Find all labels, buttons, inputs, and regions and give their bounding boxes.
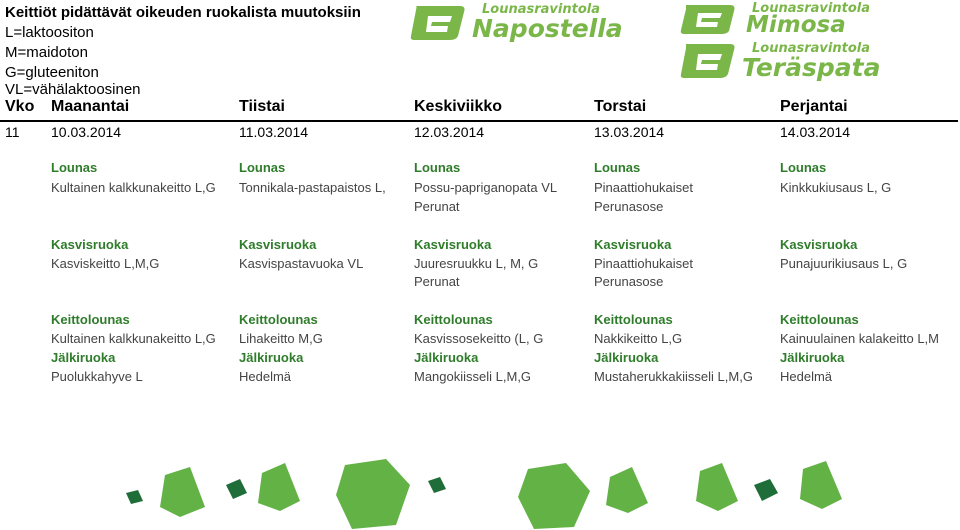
napostella-logo (410, 2, 660, 46)
napostella-emblem-icon (410, 2, 468, 42)
teraspata-logo-top: Lounasravintola (752, 41, 870, 56)
col-monday: Maanantai (51, 98, 130, 115)
vegetarian-dish: Kasviskeitto L,M,G (51, 256, 160, 271)
leaf-icon (696, 463, 738, 511)
soup-lunch-dish: Kainuulainen kalakeitto L,M (780, 331, 939, 346)
col-week: Vko (5, 98, 35, 115)
col-wednesday: Keskiviikko (414, 98, 503, 115)
mimosa-emblem-icon (680, 2, 738, 36)
leaf-icon (336, 459, 410, 529)
lunch-side: Perunasose (594, 199, 664, 214)
leaf-icon (428, 477, 446, 493)
soup-lunch-dish: Nakkikeitto L,G (594, 331, 683, 346)
dessert-dish: Puolukkahyve L (51, 369, 143, 384)
lunch-dish: Tonnikala-pastapaistos L, (239, 180, 386, 195)
decorative-leaves (0, 455, 960, 530)
header-divider (0, 120, 958, 122)
leaf-icon (126, 490, 143, 504)
dessert-dish: Hedelmä (780, 369, 833, 384)
lunch-dish: Pinaattiohukaiset (594, 180, 694, 195)
vegetarian-dish: Punajuurikiusaus L, G (780, 256, 908, 271)
vegetarian-label: Kasvisruoka (51, 237, 129, 252)
dessert-label: Jälkiruoka (594, 350, 659, 365)
dessert-label: Jälkiruoka (780, 350, 845, 365)
vegetarian-dish: Juuresruukku L, M, G (414, 256, 539, 271)
vegetarian-dish: Pinaattiohukaiset (594, 256, 694, 271)
vegetarian-side: Perunat (414, 274, 460, 289)
date-tuesday: 11.03.2014 (239, 124, 309, 140)
dessert-label: Jälkiruoka (239, 350, 304, 365)
legend-dairy-free: M=maidoton (5, 44, 88, 61)
lunch-label: Lounas (414, 160, 461, 175)
soup-lunch-dish: Kasvissosekeitto (L, G (414, 331, 544, 346)
soup-lunch-label: Keittolounas (239, 312, 318, 327)
dessert-label: Jälkiruoka (51, 350, 116, 365)
leaf-icon (226, 479, 247, 499)
leaf-icon (606, 467, 648, 513)
teraspata-emblem-icon (680, 40, 738, 80)
soup-lunch-label: Keittolounas (780, 312, 859, 327)
soup-lunch-label: Keittolounas (414, 312, 493, 327)
week-number: 11 (5, 124, 20, 140)
leaf-icon (754, 479, 778, 501)
lunch-dish: Possu-papriganopata VL (414, 180, 558, 195)
soup-lunch-dish: Kultainen kalkkunakeitto L,G (51, 331, 216, 346)
date-friday: 14.03.2014 (780, 124, 851, 140)
soup-lunch-label: Keittolounas (594, 312, 673, 327)
teraspata-logo-name: Teräspata (742, 53, 881, 82)
mimosa-logo (680, 2, 950, 38)
vegetarian-label: Kasvisruoka (780, 237, 858, 252)
soup-lunch-dish: Lihakeitto M,G (239, 331, 323, 346)
legend-low-lactose: VL=vähälaktoosinen (5, 81, 141, 98)
leaf-icon (258, 463, 300, 511)
date-wednesday: 12.03.2014 (414, 124, 485, 140)
lunch-dish: Kultainen kalkkunakeitto L,G (51, 180, 216, 195)
leaf-icon (160, 467, 205, 517)
napostella-logo-top: Lounasravintola (482, 2, 600, 17)
dessert-dish: Hedelmä (239, 369, 292, 384)
leaf-icon (518, 463, 590, 529)
col-thursday: Torstai (594, 98, 647, 115)
page-title: Keittiöt pidättävät oikeuden ruokalista muutoksiin (5, 4, 361, 21)
date-thursday: 13.03.2014 (594, 124, 665, 140)
vegetarian-label: Kasvisruoka (239, 237, 317, 252)
date-monday: 10.03.2014 (51, 124, 122, 140)
vegetarian-label: Kasvisruoka (594, 237, 672, 252)
vegetarian-side: Perunasose (594, 274, 664, 289)
vegetarian-label: Kasvisruoka (414, 237, 492, 252)
mimosa-logo-name: Mimosa (746, 12, 846, 38)
dessert-dish: Mangokiisseli L,M,G (414, 369, 532, 384)
dessert-label: Jälkiruoka (414, 350, 479, 365)
lunch-label: Lounas (594, 160, 641, 175)
legend-gluten-free: G=gluteeniton (5, 64, 99, 81)
lunch-label: Lounas (780, 160, 827, 175)
leaf-icon (800, 461, 842, 509)
lunch-side: Perunat (414, 199, 460, 214)
mimosa-logo-top: Lounasravintola (752, 1, 870, 16)
lunch-label: Lounas (51, 160, 98, 175)
vegetarian-dish: Kasvispastavuoka VL (239, 256, 364, 271)
teraspata-logo (680, 40, 950, 84)
lunch-dish: Kinkkukiusaus L, G (780, 180, 892, 195)
dessert-dish: Mustaherukkakiisseli L,M,G (594, 369, 753, 384)
lunch-label: Lounas (239, 160, 286, 175)
col-friday: Perjantai (780, 98, 848, 115)
col-tuesday: Tiistai (239, 98, 285, 115)
soup-lunch-label: Keittolounas (51, 312, 130, 327)
legend-lactose-free: L=laktoositon (5, 24, 94, 41)
napostella-logo-name: Napostella (472, 14, 623, 43)
